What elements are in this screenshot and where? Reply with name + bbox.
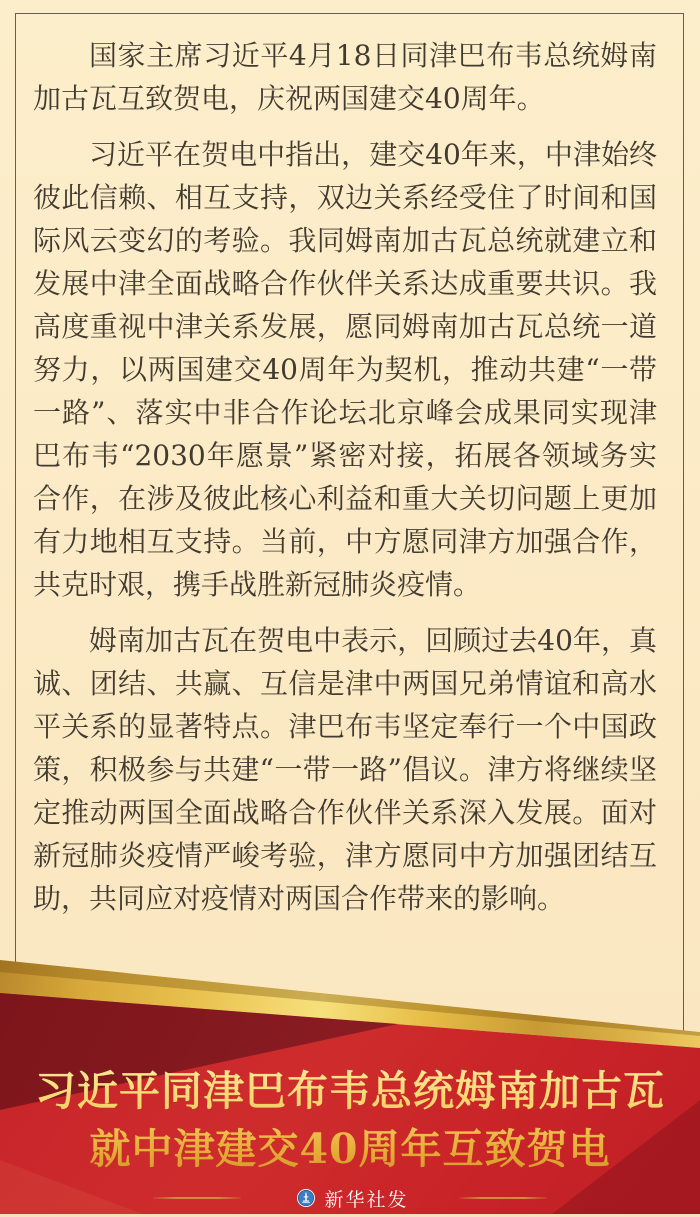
credit-divider-left	[153, 1197, 241, 1199]
headline-title-line1: 习近平同津巴布韦总统姆南加古瓦	[35, 1067, 665, 1115]
credit-divider-right	[459, 1197, 547, 1199]
paragraph-mnangagwa-message: 姆南加古瓦在贺电中表示，回顾过去40年，真诚、团结、共赢、互信是津中两国兄弟情谊和高水平关系的显著特点。津巴布韦坚定奉行一个中国政策，积极参与共建“一带一路”倡议。津方将继续坚定推动两国全面战略合作伙伴关系深入发展。面对新冠肺炎疫情严峻考验，津方愿同中方加强团结互助，共同应对疫情对两国合作带来的影响。	[33, 624, 657, 915]
headline-title	[0, 1062, 700, 1178]
article-body	[33, 34, 657, 933]
xinhua-logo-icon	[297, 1189, 315, 1207]
credit-row	[0, 1186, 700, 1210]
headline-banner	[0, 950, 700, 1217]
paragraph-lead: 国家主席习近平4月18日同津巴布韦总统姆南加古瓦互致贺电，庆祝两国建交40周年。	[33, 39, 657, 115]
credit-text: 新华社发	[324, 1188, 409, 1211]
headline-title-line2: 就中津建交40周年互致贺电	[89, 1125, 611, 1173]
paragraph-xi-message: 习近平在贺电中指出，建交40年来，中津始终彼此信赖、相互支持，双边关系经受住了时间和国际风云变幻的考验。我同姆南加古瓦总统就建立和发展中津全面战略合作伙伴关系达成重要共识。我高度重视中津关系发展，愿同姆南加古瓦总统一道努力，以两国建交40周年为契机，推动共建“一带一路”、落实中非合作论坛北京峰会成果同实现津巴布韦“2030年愿景”紧密对接，拓展各领域务实合作，在涉及彼此核心利益和重大关切问题上更加有力地相互支持。当前，中方愿同津方加强合作，共克时艰，携手战胜新冠肺炎疫情。	[33, 138, 657, 601]
